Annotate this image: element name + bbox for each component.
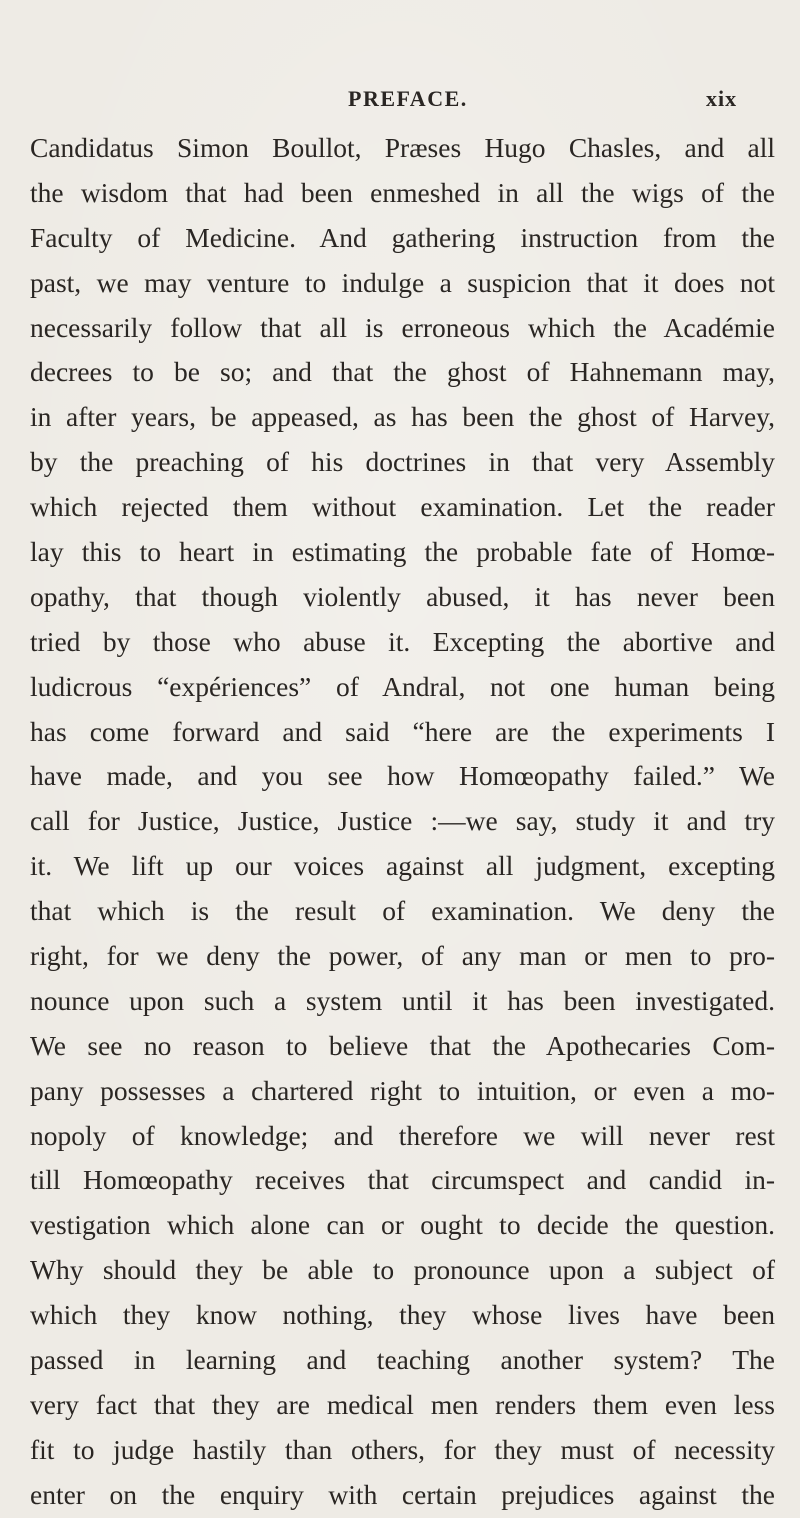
text-line: enter on the enquiry with certain prejudices against the	[30, 1478, 775, 1510]
text-line: Candidatus Simon Boullot, Præses Hugo Chasles, and all	[30, 132, 775, 163]
running-head	[0, 86, 800, 116]
text-line: the wisdom that had been enmeshed in all the wigs of the	[30, 176, 775, 208]
text-line: decrees to be so; and that the ghost of Hahnemann may,	[30, 356, 775, 388]
text-line: have made, and you see how Homœopathy failed.” We	[30, 760, 775, 792]
text-line: Faculty of Medicine. And gathering instruction from the	[30, 221, 775, 253]
text-line: lay this to heart in estimating the probable fate of Homœ-	[30, 536, 775, 568]
text-line: by the preaching of his doctrines in that very Assembly	[30, 446, 775, 478]
text-line: ludicrous “expériences” of Andral, not one human being	[30, 670, 775, 702]
text-line: nounce upon such a system until it has been investigated.	[30, 984, 775, 1016]
text-line: it. We lift up our voices against all judgment, excepting	[30, 850, 775, 882]
running-head-title: PREFACE.	[348, 86, 468, 111]
text-line: pany possesses a chartered right to intuition, or even a mo-	[30, 1074, 775, 1106]
text-line: tried by those who abuse it. Excepting the abortive and	[30, 625, 775, 657]
text-line: nopoly of knowledge; and therefore we will never rest	[30, 1119, 775, 1151]
text-line: vestigation which alone can or ought to decide the question.	[30, 1209, 775, 1241]
text-line: Why should they be able to pronounce upon a subject of	[30, 1254, 775, 1286]
text-line: fit to judge hastily than others, for they must of necessity	[30, 1433, 775, 1465]
text-line: We see no reason to believe that the Apothecaries Com-	[30, 1029, 775, 1061]
text-line: opathy, that though violently abused, it has never been	[30, 580, 775, 612]
text-line: which rejected them without examination. Let the reader	[30, 491, 775, 523]
text-line: that which is the result of examination. We deny the	[30, 895, 775, 927]
page-number: xix	[706, 86, 738, 111]
text-line: past, we may venture to indulge a suspicion that it does not	[30, 266, 775, 298]
text-line: right, for we deny the power, of any man or men to pro-	[30, 940, 775, 972]
text-line: very fact that they are medical men renders them even less	[30, 1388, 775, 1420]
text-line: has come forward and said “here are the experiments I	[30, 715, 775, 747]
text-line: passed in learning and teaching another system? The	[30, 1344, 775, 1376]
text-line: call for Justice, Justice, Justice :—we say, study it and try	[30, 805, 775, 837]
text-line: till Homœopathy receives that circumspect and candid in-	[30, 1164, 775, 1196]
text-line: which they know nothing, they whose lives have been	[30, 1299, 775, 1331]
text-line: in after years, be appeased, as has been the ghost of Harvey,	[30, 401, 775, 433]
text-line: necessarily follow that all is erroneous which the Académie	[30, 311, 775, 343]
body-text	[30, 126, 775, 1518]
